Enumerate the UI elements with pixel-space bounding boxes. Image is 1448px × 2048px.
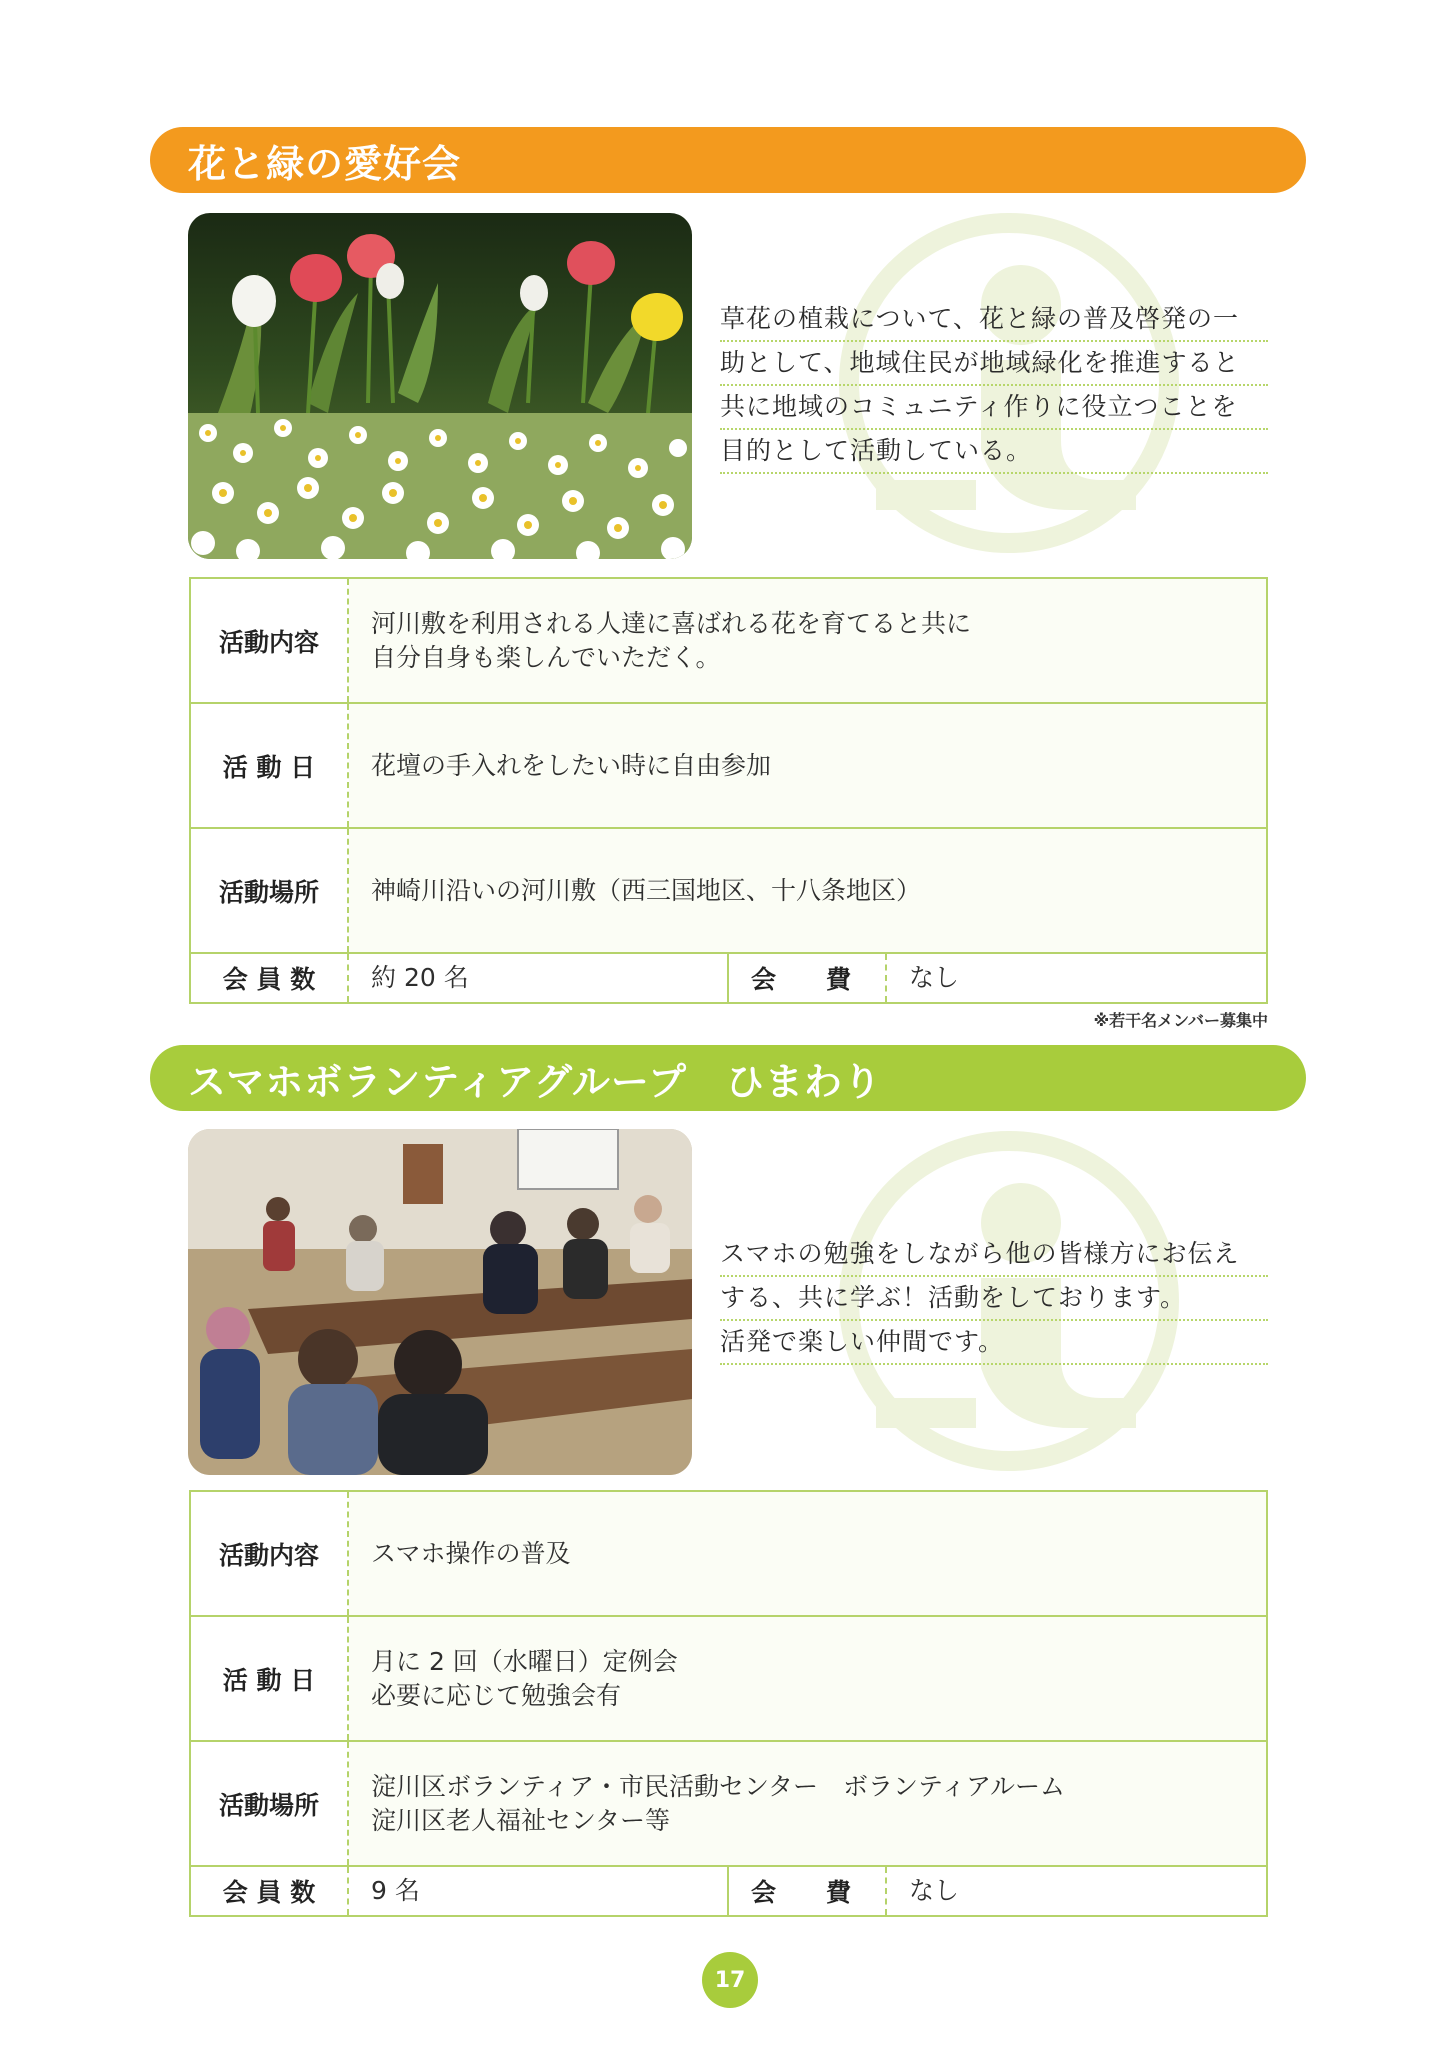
table-row-members-fee	[191, 1867, 1266, 1915]
activity-line: 河川敷を利用される人達に喜ばれる花を育てると共に	[371, 608, 972, 638]
section2-title: スマホボランティアグループ ひまわり	[188, 1059, 883, 1104]
day-label: 活 動 日	[191, 704, 349, 827]
table-row-place	[191, 829, 1266, 954]
activity-label: 活動内容	[191, 1492, 349, 1615]
place-line: 淀川区老人福祉センター等	[371, 1805, 671, 1835]
members-label: 会 員 数	[191, 954, 349, 1002]
description-line: 目的として活動している。	[720, 430, 1268, 474]
section2-info-table	[189, 1490, 1268, 1917]
activity-line: スマホ操作の普及	[371, 1538, 571, 1568]
table-row-place	[191, 1742, 1266, 1867]
description-line: 活発で楽しい仲間です。	[720, 1321, 1268, 1365]
section1-description	[720, 298, 1268, 474]
activity-label: 活動内容	[191, 579, 349, 702]
day-line: 花壇の手入れをしたい時に自由参加	[371, 750, 772, 780]
day-label: 活 動 日	[191, 1617, 349, 1740]
fee-label: 会 費	[729, 954, 887, 1002]
section2-title-banner	[150, 1045, 1306, 1111]
place-value	[349, 1742, 1266, 1865]
fee-value: なし	[887, 954, 1266, 1002]
activity-value	[349, 579, 1266, 702]
description-line: 草花の植栽について、花と緑の普及啓発の一	[720, 298, 1268, 342]
section1-info-table	[189, 577, 1268, 1004]
day-value	[349, 704, 1266, 827]
section1-title-banner	[150, 127, 1306, 193]
tulip-flower-photo	[188, 213, 692, 559]
day-line: 月に 2 回（水曜日）定例会	[371, 1646, 678, 1676]
activity-line: 自分自身も楽しんでいただく。	[371, 642, 721, 672]
place-value	[349, 829, 1266, 952]
description-line: 助として、地域住民が地域緑化を推進すると	[720, 342, 1268, 386]
table-row-day	[191, 704, 1266, 829]
recruitment-note: ※若干名メンバー募集中	[1093, 1011, 1268, 1030]
members-label: 会 員 数	[191, 1867, 349, 1915]
page-number: 17	[702, 1952, 758, 2008]
table-row-day	[191, 1617, 1266, 1742]
day-line: 必要に応じて勉強会有	[371, 1680, 622, 1710]
description-line: スマホの勉強をしながら他の皆様方にお伝え	[720, 1233, 1268, 1277]
table-row-activity	[191, 579, 1266, 704]
activity-value	[349, 1492, 1266, 1615]
place-line: 神崎川沿いの河川敷（西三国地区、十八条地区）	[371, 875, 922, 905]
place-line: 淀川区ボランティア・市民活動センター ボランティアルーム	[371, 1771, 1066, 1801]
classroom-meeting-photo	[188, 1129, 692, 1475]
section2-description	[720, 1233, 1268, 1365]
members-value: 約 20 名	[349, 954, 729, 1002]
description-line: 共に地域のコミュニティ作りに役立つことを	[720, 386, 1268, 430]
day-value	[349, 1617, 1266, 1740]
place-label: 活動場所	[191, 829, 349, 952]
place-label: 活動場所	[191, 1742, 349, 1865]
fee-value: なし	[887, 1867, 1266, 1915]
fee-label: 会 費	[729, 1867, 887, 1915]
members-value: 9 名	[349, 1867, 729, 1915]
description-line: する、共に学ぶ！活動をしております。	[720, 1277, 1268, 1321]
table-row-activity	[191, 1492, 1266, 1617]
table-row-members-fee	[191, 954, 1266, 1002]
section1-title: 花と緑の愛好会	[188, 141, 462, 186]
